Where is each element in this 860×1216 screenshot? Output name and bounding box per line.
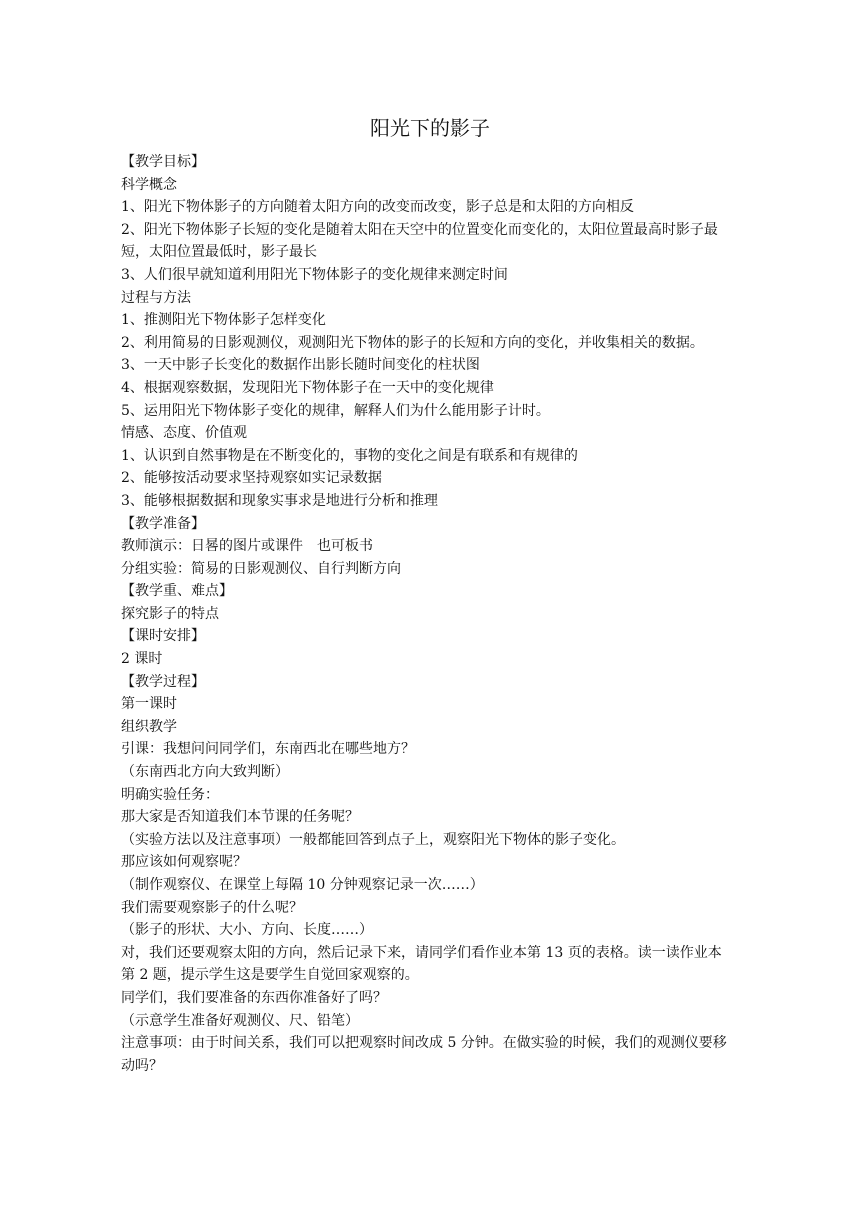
paragraph: 3、一天中影子长变化的数据作出影长随时间变化的柱状图 <box>121 357 480 374</box>
paragraph: 对，我们还要观察太阳的方向，然后记录下来，请同学们看作业本第 13 页的表格。读一读作业本第 2 题，提示学生这是要学生自觉回家观察的。 <box>121 944 722 984</box>
paragraph: 4、根据观察数据，发现阳光下物体影子在一天中的变化规律 <box>121 379 494 396</box>
paragraph: 我们需要观察影子的什么呢？ <box>121 899 303 916</box>
paragraph: 2、阳光下物体影子长短的变化是随着太阳在天空中的位置变化而变化的，太阳位置最高时影子最短，太阳位置最低时，影子最长 <box>121 221 718 261</box>
section-heading-key-points: 【教学重、难点】 <box>121 583 233 600</box>
paragraph: 教师演示：日晷的图片或课件 也可板书 <box>121 538 373 555</box>
paragraph: 1、推测阳光下物体影子怎样变化 <box>121 312 326 329</box>
paragraph: 同学们，我们要准备的东西你准备好了吗？ <box>121 989 387 1006</box>
paragraph: （影子的形状、大小、方向、长度……） <box>121 922 373 939</box>
paragraph: 5、运用阳光下物体影子变化的规律，解释人们为什么能用影子计时。 <box>121 402 550 419</box>
paragraph: 2、利用简易的日影观测仪，观测阳光下物体的影子的长短和方向的变化，并收集相关的数据。 <box>121 334 704 351</box>
paragraph: （制作观察仪、在课堂上每隔 10 分钟观察记录一次……） <box>121 877 484 893</box>
paragraph: 引课：我想问问同学们，东南西北在哪些地方？ <box>121 741 415 758</box>
paragraph: 那大家是否知道我们本节课的任务呢？ <box>121 809 359 826</box>
paragraph: 注意事项：由于时间关系，我们可以把观察时间改成 5 分钟。在做实验的时候，我们的观测仪要移动吗？ <box>121 1035 727 1074</box>
paragraph: （实验方法以及注意事项）一般都能回答到点子上，观察阳光下物体的影子变化。 <box>121 831 625 848</box>
paragraph: 那应该如何观察呢？ <box>121 854 247 871</box>
section-heading-schedule: 【课时安排】 <box>121 628 205 645</box>
subheading-science-concepts: 科学概念 <box>121 176 177 193</box>
subheading-attitudes-values: 情感、态度、价值观 <box>121 425 247 442</box>
paragraph: 组织教学 <box>121 718 177 735</box>
paragraph: 1、认识到自然事物是在不断变化的，事物的变化之间是有联系和有规律的 <box>121 447 578 464</box>
paragraph: 分组实验：简易的日影观测仪、自行判断方向 <box>121 560 401 577</box>
paragraph: （东南西北方向大致判断） <box>121 764 289 781</box>
subheading-process-methods: 过程与方法 <box>121 289 191 306</box>
section-heading-process: 【教学过程】 <box>121 673 205 690</box>
paragraph: 3、人们很早就知道利用阳光下物体影子的变化规律来测定时间 <box>121 266 508 283</box>
document-body <box>121 151 733 1077</box>
paragraph: 探究影子的特点 <box>121 605 219 622</box>
section-heading-objectives: 【教学目标】 <box>121 154 205 170</box>
paragraph: （示意学生准备好观测仪、尺、铅笔） <box>121 1012 359 1029</box>
page-title: 阳光下的影子 <box>370 116 490 140</box>
paragraph: 2、能够按活动要求坚持观察如实记录数据 <box>121 470 382 487</box>
paragraph: 明确实验任务： <box>121 786 219 803</box>
subheading-first-lesson: 第一课时 <box>121 696 177 713</box>
section-heading-preparation: 【教学准备】 <box>121 515 205 532</box>
paragraph: 2 课时 <box>121 651 163 668</box>
paragraph: 1、阳光下物体影子的方向随着太阳方向的改变而改变，影子总是和太阳的方向相反 <box>121 199 634 216</box>
paragraph: 3、能够根据数据和现象实事求是地进行分析和推理 <box>121 492 438 509</box>
